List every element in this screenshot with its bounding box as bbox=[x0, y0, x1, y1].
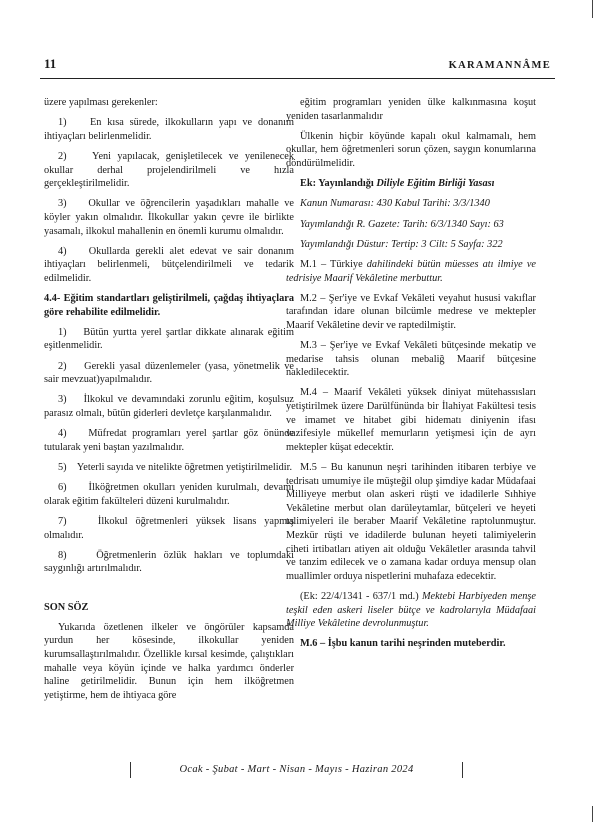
list-item: 7) İlkokul öğretmenleri yüksek lisans yapmış olmalıdır. bbox=[44, 515, 294, 541]
appendix-label: Ek: Yayınlandığı bbox=[300, 178, 377, 190]
appendix-law-title: Diliyle Eğitim Birliği Yasası bbox=[376, 178, 495, 190]
list-item: 8) Öğretmenlerin özlük hakları ve toplumdaki saygınlığı artırılmalıdır. bbox=[44, 549, 294, 575]
crop-mark-bottom bbox=[592, 806, 593, 822]
left-column bbox=[44, 96, 294, 709]
gazette-info: Yayımlandığı R. Gazete: Tarih: 6/3/1340 Sayı: 63 bbox=[300, 218, 504, 230]
article-1-prefix: M.1 – Türkiye bbox=[300, 258, 367, 270]
article-1 bbox=[286, 258, 536, 285]
dustur-info: Yayımlandığı Düstur: Tertip: 3 Cilt: 5 Sayfa: 322 bbox=[300, 238, 503, 250]
list-item: 1) En kısa sürede, ilkokulların yapı ve donanım ihtiyaçları belirlenmelidir. bbox=[44, 117, 294, 142]
paragraph: Ülkenin hiçbir köyünde kapalı okul kalmamalı, hem okullar, hem öğretmenleri sorun çözen, saygın konumlarına döndürülmelidir. bbox=[286, 130, 536, 169]
article-1-text: dahilindeki bütün müesses atı ilmiye ve tedrisiye Maarif Vekâletine merbuttur. bbox=[286, 258, 536, 284]
appendix-note bbox=[286, 590, 536, 631]
article-4: M.4 – Maarif Vekâleti yüksek diniyat mütehassısları yetiştirilmek üzere Darülfününda bir İlahiyat Fakültesi tesis ve imamet ve hitabet gibi hidematı diniyenin ifası vazifesiyle mükellef memurların yetişmesi için de ayrı mektepler küşat edecektir. bbox=[286, 387, 536, 453]
list-item: 3) Okullar ve öğrencilerin yaşadıkları mahalle ve köyler yakın olmalıdır. İlkokullar yakın çevre ile birlikte yasamalı, ilkokul mahallenin en önemli kurumu olmalıdır. bbox=[44, 198, 294, 237]
spacer bbox=[44, 583, 294, 601]
crop-mark-top bbox=[592, 0, 593, 18]
issue-period: Ocak - Şubat - Mart - Nisan - Mayıs - Haziran 2024 bbox=[179, 764, 414, 775]
article-3: M.3 – Şer'iye ve Evkaf Vekâleti bütçesinde mekatip ve medarise tahsis olunan mebaliğ Maarif bütçesine nakledilecektir. bbox=[286, 340, 536, 379]
list-item: 6) İlköğretmen okulları yeniden kurulmalı, devamı olarak eğitim fakülteleri düzeni kurulmalıdır. bbox=[44, 482, 294, 507]
list-item: 1) Bütün yurtta yerel şartlar dikkate alınarak eğitim eşitlenmelidir. bbox=[44, 326, 294, 352]
law-number: Kanun Numarası: 430 Kabul Tarihi: 3/3/1340 bbox=[300, 198, 490, 210]
son-soz-paragraph: Yukarıda özetlenen ilkeler ve öngörüler kapsamda yurdun her kösesinde, ilkokullar yeniden kurumsallaştırılmalıdır. Özellikle kırsal kesimde, çalıştıkları mahalle veya köyün içinde ve halka yardımcı önderler haline getirilmelidir. Bunun için hem ilköğretmen yetiştirme, hem de ihtiyaca göre bbox=[44, 621, 294, 701]
son-soz-heading: SON SÖZ bbox=[44, 601, 89, 613]
appendix-heading bbox=[286, 177, 536, 191]
article-6: M.6 – İşbu kanun tarihi neşrinden muteberdir. bbox=[300, 638, 506, 650]
paragraph: eğitim programları yeniden ülke kalkınmasına koşut yeniden tasarlanmalıdır bbox=[286, 97, 536, 122]
list-item: 3) İlkokul ve devamındaki zorunlu eğitim, koşulsuz parasız olmalı, bütün giderleri devletçe karşılanmalıdır. bbox=[44, 394, 294, 420]
article-5: M.5 – Bu kanunun neşri tarihinden itibaren terbiye ve tedrisatı umumiye ile müşteğil olup şimdiye kadar Müdafaai Milliyeye merbut olan askeri rüşti ve idadilerle Sıhhiye Vekâletine merbut olan darüleytamlar, bütçeleri ve heyeti talimiyeleri ile beraber Maarif Vekâletine raptolunmuştur. Mezkür rüşti ve idadilerde bulunan heyeti talimiyelerin ciheti irtibatları atiyen ait olduğu Vekâletler arasında tahvil ve tanzim edilecek ve o zamana kadar orduya mensup olan muallimler orduya nispetlerini muhafaza edecektir. bbox=[286, 462, 536, 582]
intro-text: üzere yapılması gerekenler: bbox=[44, 97, 158, 108]
list-item: 4) Müfredat programları yerel şartlar göz önünde tutularak yeni baştan yazılmalıdır. bbox=[44, 428, 294, 453]
footer-rule-right bbox=[462, 762, 463, 778]
list-item: 2) Gerekli yasal düzenlemeler (yasa, yönetmelik ve sair mevzuat)yapılmalıdır. bbox=[44, 360, 294, 386]
section-heading: 4.4- Eğitim standartları geliştirilmeli, çağdaş ihtiyaçlara göre rehabilite edilmelidir. bbox=[44, 293, 294, 318]
list-item: 2) Yeni yapılacak, genişletilecek ve yenilenecek okullar derhal projelendirilmeli ve hızla gerçekleştirilmelidir. bbox=[44, 150, 294, 190]
header-rule bbox=[40, 78, 555, 79]
page-number: 11 bbox=[44, 56, 57, 71]
appendix-note-text: Mektebi Harbiyeden menşe teşkil eden askeri liseler bütçe ve kadrolarıyla Müdafaai Milliye Vekâletine devrolunmuştur. bbox=[286, 590, 536, 630]
right-column bbox=[286, 96, 536, 658]
list-item: 5) Yeterli sayıda ve nitelikte öğretmen yetiştirilmelidir. bbox=[58, 462, 293, 473]
journal-title: KARAMANNÂME bbox=[448, 60, 551, 71]
appendix-note-ref: (Ek: 22/4/1341 - 637/1 md.) bbox=[300, 590, 422, 602]
article-2: M.2 – Şer'iye ve Evkaf Vekâleti veyahut hususi vakıflar tarafından idare olunan bilcümle medrese ve mektepler Maarif Vekâletine devir ve raptedilmiştir. bbox=[286, 292, 536, 331]
list-item: 4) Okullarda gerekli alet edevat ve sair donanım ihtiyaçları belirlenmeli, bütçelendirilmeli ve tedarik edilmelidir. bbox=[44, 245, 294, 284]
